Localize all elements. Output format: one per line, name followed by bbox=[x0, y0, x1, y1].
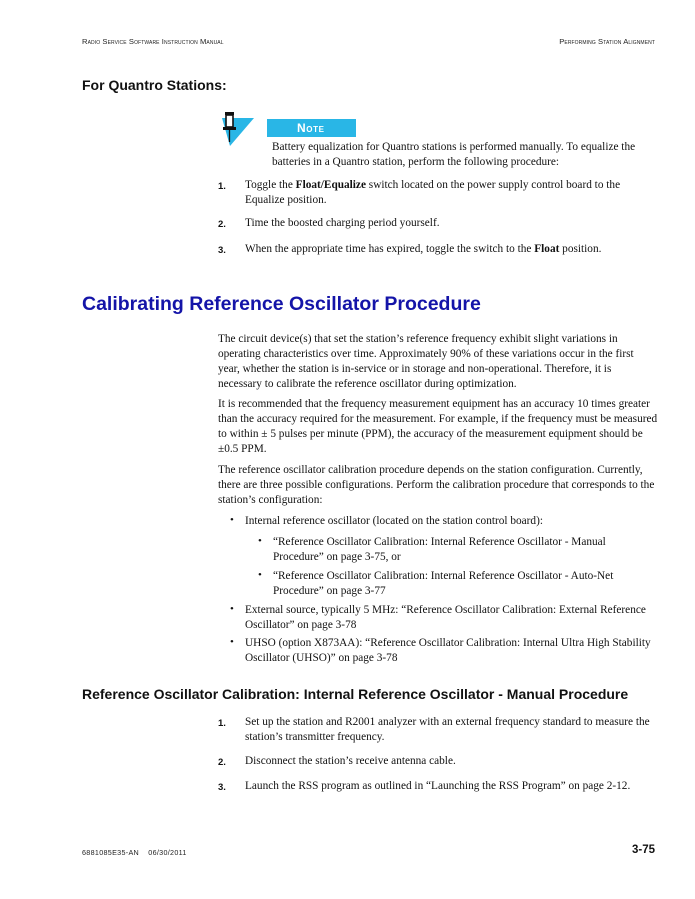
doc-id: 6881085E35-AN bbox=[82, 848, 140, 857]
running-header-left: Radio Service Software Instruction Manual bbox=[82, 37, 224, 46]
page-number: 3-75 bbox=[631, 844, 655, 856]
running-header-right: Performing Station Alignment bbox=[559, 37, 655, 46]
procedure-step-number: 1. bbox=[218, 718, 226, 729]
bullet-icon: • bbox=[230, 603, 234, 615]
note-text: Battery equalization for Quantro stations is performed manually. To equalize the batteries in a Quantro station, perform the following procedure: bbox=[272, 141, 636, 168]
sub-bullet-icon: • bbox=[258, 535, 262, 547]
doc-date: 06/30/2011 bbox=[148, 848, 187, 857]
section-title: Calibrating Reference Oscillator Procedure bbox=[82, 293, 481, 315]
footer-doc-info bbox=[82, 848, 187, 857]
bullet-item: Internal reference oscillator (located on the station control board): bbox=[245, 515, 543, 527]
procedure-step-number: 2. bbox=[218, 757, 226, 768]
quantro-step-text: Time the boosted charging period yourself. bbox=[245, 217, 440, 229]
procedure-step-number: 3. bbox=[218, 782, 226, 793]
note-label: Note bbox=[267, 119, 356, 137]
cross-reference-link[interactable]: “Reference Oscillator Calibration: Internal Reference Oscillator - Auto-Net Procedure” on page 3-77 bbox=[273, 570, 614, 597]
bullet-icon: • bbox=[230, 514, 234, 526]
paragraph: It is recommended that the frequency measurement equipment has an accuracy 10 times greater than the accuracy required for the measurement. For example, if the frequency must be measured to within ± 5 pulses per minute (PPM), the accuracy of the measurement equipment should be ±0.5 PPM. bbox=[218, 398, 658, 455]
procedure-step-text: Disconnect the station’s receive antenna cable. bbox=[245, 755, 456, 767]
bullet-icon: • bbox=[230, 636, 234, 648]
cross-reference-link[interactable]: “Reference Oscillator Calibration: Internal Reference Oscillator - Manual Procedure” on page 3-75, or bbox=[273, 536, 606, 563]
paragraph: The circuit device(s) that set the station’s reference frequency exhibit slight variations in operating characteristics over time. Approximately 90% of these variations occur in the first year, whether the station is in-service or in storage and non-operational. Therefore, it is necessary to calibrate the reference oscillator during optimization. bbox=[218, 333, 634, 390]
quantro-step-number: 1. bbox=[218, 181, 226, 192]
paragraph: The reference oscillator calibration procedure depends on the station configuration. Currently, there are three possible configurations. Perform the calibration procedure that corresponds to the station’s configuration: bbox=[218, 464, 655, 506]
procedure-step-text[interactable]: Launch the RSS program as outlined in “Launching the RSS Program” on page 2-12. bbox=[245, 780, 631, 792]
procedure-step-text: Set up the station and R2001 analyzer with an external frequency standard to measure the station’s transmitter frequency. bbox=[245, 716, 650, 743]
cross-reference-link[interactable]: External source, typically 5 MHz: “Reference Oscillator Calibration: External Reference Oscillator” on page 3-78 bbox=[245, 604, 646, 631]
quantro-step-number: 3. bbox=[218, 245, 226, 256]
subsection-heading: Reference Oscillator Calibration: Internal Reference Oscillator - Manual Procedure bbox=[82, 686, 629, 702]
quantro-heading: For Quantro Stations: bbox=[82, 77, 227, 93]
quantro-step-number: 2. bbox=[218, 219, 226, 230]
quantro-step-text: When the appropriate time has expired, toggle the switch to the Float position. bbox=[245, 243, 602, 255]
sub-bullet-icon: • bbox=[258, 569, 262, 581]
quantro-step-text: Toggle the Float/Equalize switch located on the power supply control board to the Equalize position. bbox=[245, 179, 621, 206]
pushpin-note-icon bbox=[216, 110, 256, 150]
cross-reference-link[interactable]: UHSO (option X873AA): “Reference Oscillator Calibration: Internal Ultra High Stability Oscillator (UHSO)” on page 3-78 bbox=[245, 637, 651, 664]
